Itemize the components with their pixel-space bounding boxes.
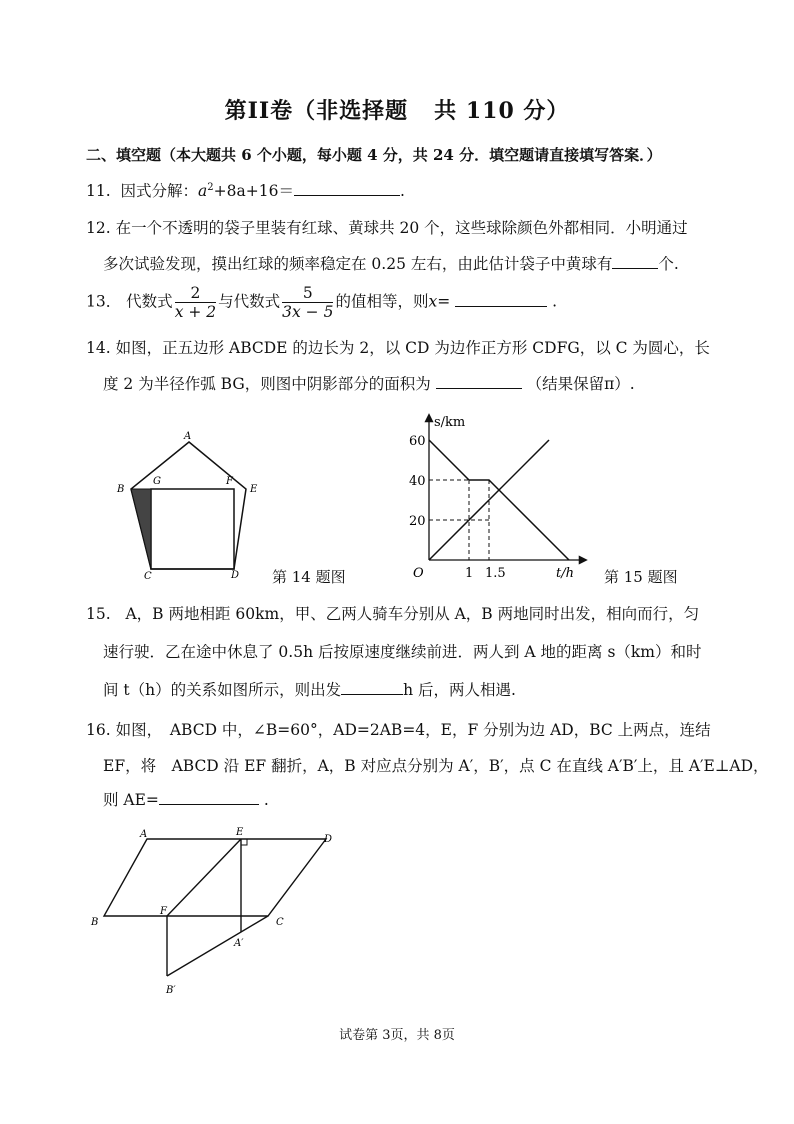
segment-b1c: [167, 916, 268, 976]
y-tick-label: 60: [409, 434, 426, 449]
label-c: C: [144, 571, 152, 582]
label-a: A: [140, 829, 148, 840]
label-f: F: [226, 476, 233, 487]
label-d: D: [231, 570, 240, 581]
figure-14: [110, 425, 270, 585]
question-16-line3: 则 AE= .: [103, 791, 269, 809]
answer-blank-16[interactable]: [159, 790, 259, 805]
question-16-line1: 16. 如图， ABCD 中，∠B=60°，AD=2AB=4，E，F 分别为边 AD，BC 上两点，连结: [86, 721, 711, 739]
question-14-line1: 14. 如图，正五边形 ABCDE 的边长为 2，以 CD 为边作正方形 CDFG，以 C 为圆心，长: [86, 339, 710, 357]
answer-blank-13[interactable]: [455, 292, 547, 307]
section-heading: 二、填空题（本大题共 6 个小题，每小题 4 分，共 24 分．填空题请直接填写答案．）: [86, 146, 662, 164]
figure-14-caption: 第 14 题图: [272, 568, 346, 586]
page-title: 第II卷（非选择题 共 110 分）: [224, 98, 570, 124]
label-e: E: [236, 827, 244, 838]
question-12-line1: 12. 在一个不透明的袋子里装有红球、黄球共 20 个，这些球除颜色外都相同．小明通过: [86, 219, 688, 237]
y-tick-label: 20: [409, 514, 426, 529]
label-b: B: [91, 917, 99, 928]
answer-blank-12[interactable]: [612, 254, 658, 269]
question-15-line1: 15. A，B 两地相距 60km，甲、乙两人骑车分别从 A，B 两地同时出发，相向而行，匀: [86, 605, 700, 623]
question-15-line3: 间 t（h）的关系如图所示，则出发 h 后，两人相遇.: [103, 681, 516, 699]
label-b: B: [117, 484, 125, 495]
fold-line-ef: [167, 839, 241, 916]
question-16-line2: EF，将 ABCD 沿 EF 翻折，A，B 对应点分别为 A′，B′，点 C 在直线 A′B′上，且 A′E⊥AD，: [103, 757, 769, 775]
y-tick-label: 40: [409, 474, 426, 489]
x-tick-label: 1.5: [485, 566, 506, 581]
page-footer: 试卷第 3页，共 8页: [339, 1028, 455, 1043]
label-g: G: [153, 476, 161, 487]
square-cdfg: [151, 489, 234, 569]
question-11: 11. 因式分解：$a^2+8a+16=$ .: [86, 182, 405, 201]
figure-15-chart: [396, 410, 596, 585]
question-12-line2: 多次试验发现，摸出红球的频率稳定在 0.25 左右，由此估计袋子中黄球有 个.: [103, 255, 679, 273]
label-d: D: [324, 834, 333, 845]
answer-blank-15[interactable]: [341, 680, 403, 695]
answer-blank-14[interactable]: [436, 374, 522, 389]
figure-16: [86, 822, 346, 1002]
question-13: 13． 代数式 $\frac{2}{x + 2}$ 与代数式 $\frac{5}{3x - 5}$ 的值相等，则x= .: [86, 284, 558, 321]
y-axis-label: s/km: [434, 415, 466, 430]
right-angle-mark: [241, 839, 247, 845]
series-line-2: [429, 440, 569, 560]
label-a: A: [184, 431, 192, 442]
shaded-region: [131, 489, 151, 569]
answer-blank-11[interactable]: [294, 181, 400, 196]
origin-label: O: [413, 566, 424, 581]
label-b-prime: B′: [166, 985, 176, 996]
figure-15-caption: 第 15 题图: [604, 568, 678, 586]
label-f: F: [160, 906, 167, 917]
fraction-1: $\frac{2}{x + 2}$: [174, 284, 217, 321]
x-tick-label: 1: [465, 566, 474, 581]
fraction-2: $\frac{5}{3x - 5}$: [282, 284, 334, 321]
x-axis-label: t/h: [556, 566, 574, 581]
label-a-prime: A′: [234, 938, 244, 949]
label-c: C: [276, 917, 284, 928]
label-e: E: [250, 484, 258, 495]
parallelogram-abcd: [104, 839, 326, 916]
question-15-line2: 速行驶．乙在途中休息了 0.5h 后按原速度继续前进．两人到 A 地的距离 s（km）和时: [103, 643, 702, 661]
question-14-line2: 度 2 为半径作弧 BG，则图中阴影部分的面积为 （结果保留π）.: [103, 375, 635, 393]
